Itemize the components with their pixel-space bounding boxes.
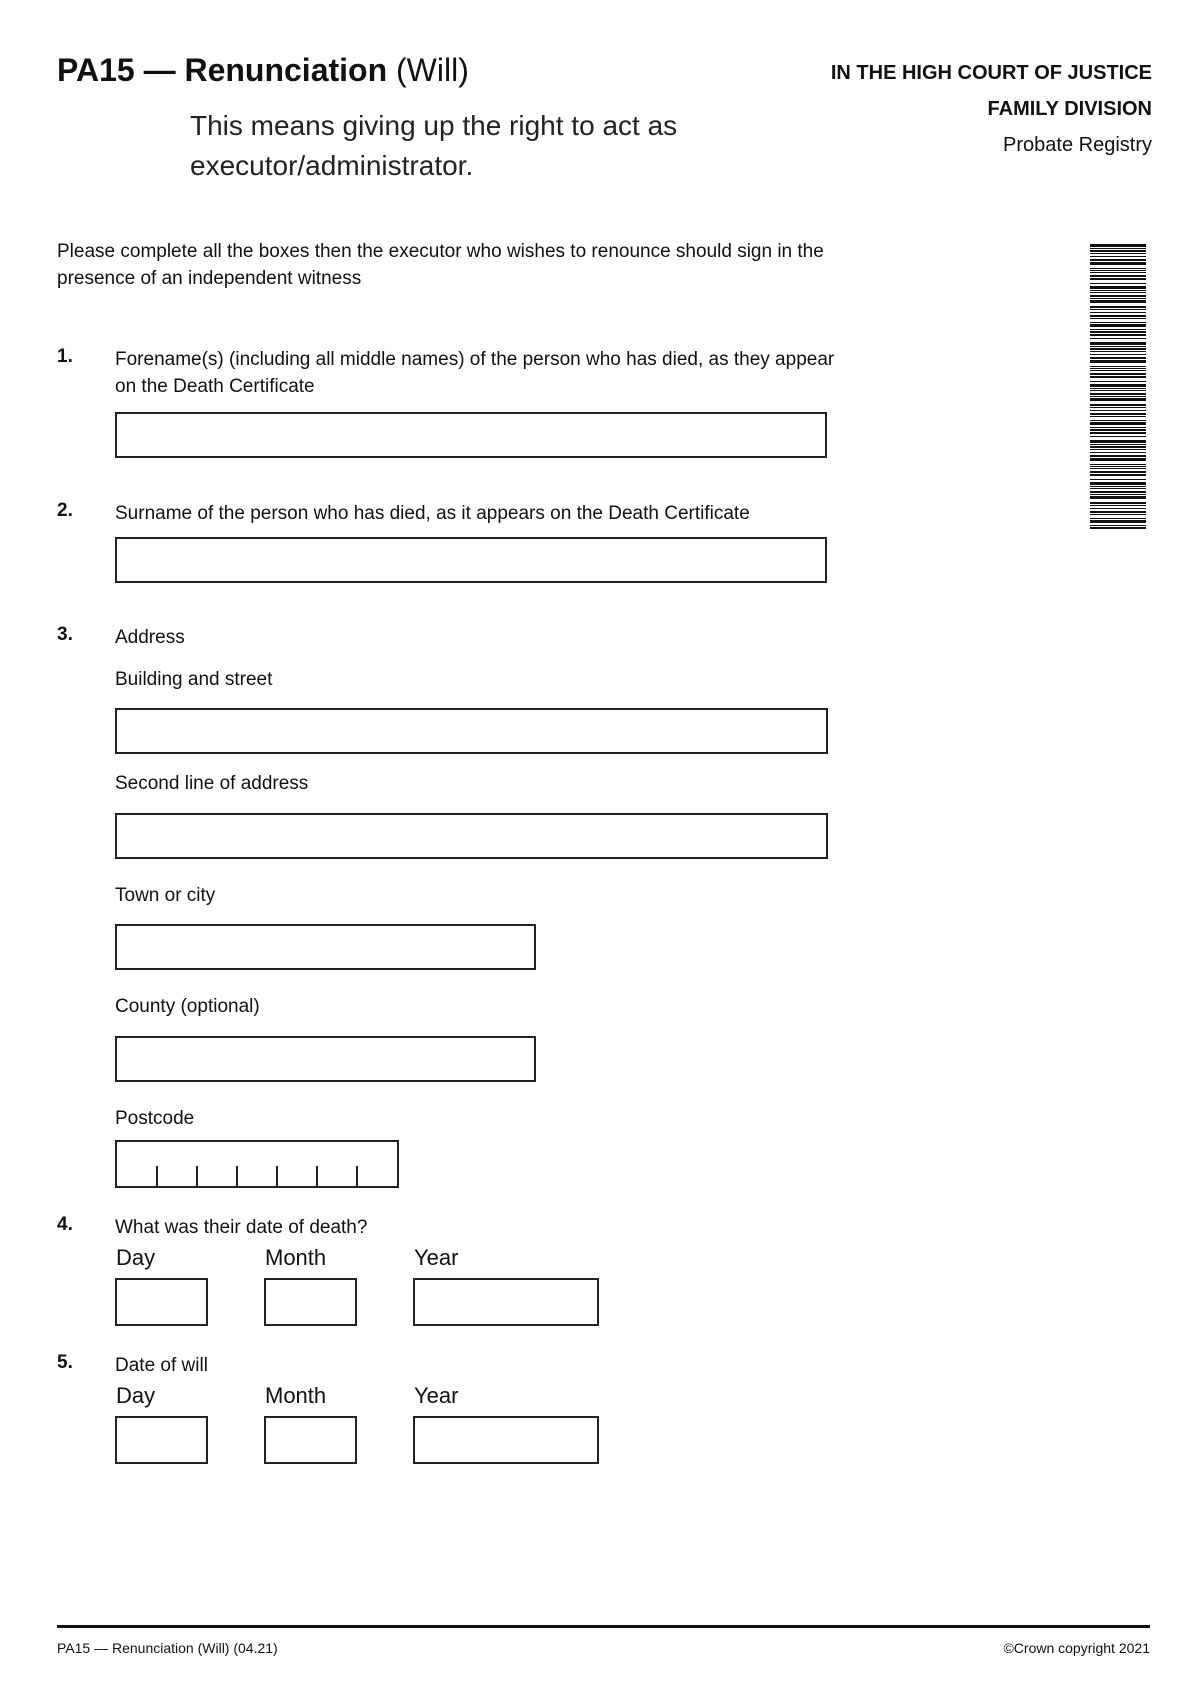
q1-text: Forename(s) (including all middle names) of the person who has died, as they appear on the Death Certificate: [115, 349, 835, 397]
will-day-input[interactable]: [115, 1416, 208, 1464]
will-month-label: Month: [265, 1383, 327, 1408]
will-month-input[interactable]: [264, 1416, 357, 1464]
q3-number: 3.: [57, 624, 73, 645]
death-day-input[interactable]: [115, 1278, 208, 1326]
death-year-input[interactable]: [413, 1278, 599, 1326]
building-street-input[interactable]: [115, 708, 828, 754]
court-line2: FAMILY DIVISION: [987, 98, 1152, 120]
postcode-label: Postcode: [115, 1108, 195, 1129]
court-block: [831, 55, 1152, 163]
title-main: Renunciation: [184, 52, 388, 88]
postcode-input[interactable]: [115, 1140, 399, 1188]
q2-number: 2.: [57, 500, 73, 521]
death-month-label: Month: [265, 1245, 327, 1270]
barcode-image: [1090, 244, 1146, 529]
page-subtitle: This means giving up the right to act as executor/administrator.: [190, 110, 678, 181]
court-line1: IN THE HIGH COURT OF JUSTICE: [830, 62, 1152, 84]
county-label: County (optional): [115, 996, 260, 1017]
forename-input[interactable]: [115, 412, 827, 458]
q1-number: 1.: [57, 346, 73, 367]
q4-number: 4.: [57, 1214, 73, 1235]
q2-text: Surname of the person who has died, as it appears on the Death Certificate: [115, 503, 750, 524]
address-line2-input[interactable]: [115, 813, 828, 859]
footer-divider: [57, 1625, 1150, 1628]
q5-number: 5.: [57, 1352, 73, 1373]
q3-text: Address: [115, 627, 185, 648]
town-label: Town or city: [115, 885, 216, 906]
q5-text: Date of will: [115, 1355, 208, 1376]
building-label: Building and street: [115, 669, 273, 690]
page-title: [57, 52, 469, 89]
q4-text: What was their date of death?: [115, 1217, 368, 1238]
death-day-label: Day: [116, 1245, 156, 1270]
form-code: PA15 —: [57, 52, 176, 88]
town-input[interactable]: [115, 924, 536, 970]
title-sub: (Will): [396, 52, 469, 88]
line2-label: Second line of address: [115, 773, 309, 794]
will-year-input[interactable]: [413, 1416, 599, 1464]
footer-copyright: ©Crown copyright 2021: [1003, 1640, 1150, 1656]
will-day-label: Day: [116, 1383, 156, 1408]
death-month-input[interactable]: [264, 1278, 357, 1326]
footer-form-ref: PA15 — Renunciation (Will) (04.21): [57, 1640, 278, 1656]
county-input[interactable]: [115, 1036, 536, 1082]
court-line3: Probate Registry: [1003, 134, 1152, 156]
death-year-label: Year: [414, 1245, 459, 1270]
surname-input[interactable]: [115, 537, 827, 583]
will-year-label: Year: [414, 1383, 459, 1408]
intro-text: Please complete all the boxes then the executor who wishes to renounce should sign in the presence of an independent witness: [57, 241, 824, 289]
